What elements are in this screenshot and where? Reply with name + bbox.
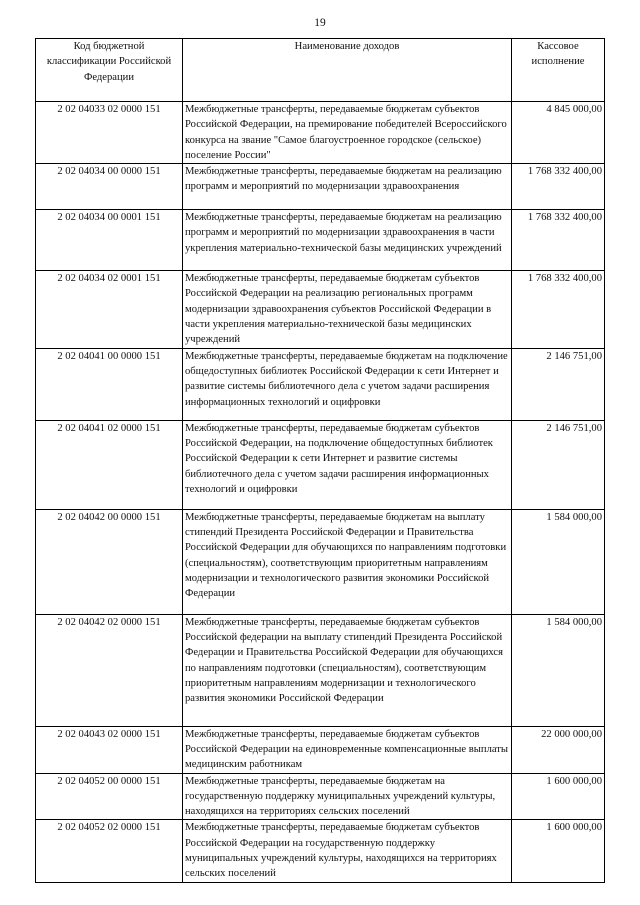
table-row [36,614,605,726]
cash-execution-amount: 1 584 000,00 [512,509,605,614]
budget-code: 2 02 04042 02 0000 151 [36,614,183,726]
table-row [36,509,605,614]
cash-execution-amount: 22 000 000,00 [512,726,605,773]
table-row [36,348,605,420]
revenue-table [35,38,605,883]
cash-execution-amount: 4 845 000,00 [512,102,605,164]
cash-execution-amount: 1 768 332 400,00 [512,271,605,348]
budget-code: 2 02 04041 00 0000 151 [36,348,183,420]
table-header-row [36,39,605,102]
revenue-name: Межбюджетные трансферты, передаваемые бюджетам субъектов Российской Федерации на единовременные компенсационные выплаты медицинским работникам [183,726,512,773]
budget-code: 2 02 04052 02 0000 151 [36,820,183,882]
revenue-name: Межбюджетные трансферты, передаваемые бюджетам на подключение общедоступных библиотек Российской Федерации к сети Интернет и развитие системы библиотечного дела с учетом задачи расширения информационных технологий и оцифровки [183,348,512,420]
cash-execution-amount: 2 146 751,00 [512,420,605,509]
budget-code: 2 02 04034 02 0001 151 [36,271,183,348]
budget-code: 2 02 04033 02 0000 151 [36,102,183,164]
table-row [36,271,605,348]
revenue-name: Межбюджетные трансферты, передаваемые бюджетам субъектов Российской Федерации на реализацию региональных программ модернизации здравоохранения субъектов Российской Федерации в части укрепления материально-технической базы медицинских учреждений [183,271,512,348]
budget-code: 2 02 04052 00 0000 151 [36,773,183,820]
revenue-name: Межбюджетные трансферты, передаваемые бюджетам на государственную поддержку муниципальных учреждений культуры, находящихся на территориях сельских поселений [183,773,512,820]
header-amount: Кассовое исполнение [512,39,605,102]
revenue-name: Межбюджетные трансферты, передаваемые бюджетам на реализацию программ и мероприятий по модернизации здравоохранения в части укрепления материально-технической базы медицинских учреждений [183,210,512,271]
cash-execution-amount: 1 584 000,00 [512,614,605,726]
budget-code: 2 02 04043 02 0000 151 [36,726,183,773]
budget-code: 2 02 04034 00 0000 151 [36,164,183,210]
table-row [36,210,605,271]
revenue-name: Межбюджетные трансферты, передаваемые бюджетам на реализацию программ и мероприятий по модернизации здравоохранения [183,164,512,210]
table-row [36,102,605,164]
cash-execution-amount: 1 600 000,00 [512,820,605,882]
revenue-name: Межбюджетные трансферты, передаваемые бюджетам на выплату стипендий Президента Российской Федерации и Правительства Российской Федерации для обучающихся по направлениям подготовки (специальностям), соответствующим приоритетным направлениям модернизации и технологического развития экономики Российской Федерации [183,509,512,614]
cash-execution-amount: 1 768 332 400,00 [512,164,605,210]
cash-execution-amount: 1 768 332 400,00 [512,210,605,271]
header-name: Наименование доходов [183,39,512,102]
budget-code: 2 02 04042 00 0000 151 [36,509,183,614]
revenue-name: Межбюджетные трансферты, передаваемые бюджетам субъектов Российской федерации на выплату стипендий Президента Российской Федерации и Правительства Российской Федерации для обучающихся по направлениям подготовки (специальностям), соответствующим приоритетным направлениям модернизации и технологического развития экономики Российской Федерации [183,614,512,726]
budget-code: 2 02 04034 00 0001 151 [36,210,183,271]
table-row [36,726,605,773]
cash-execution-amount: 1 600 000,00 [512,773,605,820]
table-row [36,820,605,882]
table-row [36,420,605,509]
table-row [36,164,605,210]
table-row [36,773,605,820]
revenue-name: Межбюджетные трансферты, передаваемые бюджетам субъектов Российской Федерации на государственную поддержку муниципальных учреждений культуры, находящихся на территориях сельских поселений [183,820,512,882]
revenue-name: Межбюджетные трансферты, передаваемые бюджетам субъектов Российской Федерации, на премирование победителей Всероссийского конкурса на звание "Самое благоустроенное городское (сельское) поселение России" [183,102,512,164]
cash-execution-amount: 2 146 751,00 [512,348,605,420]
budget-code: 2 02 04041 02 0000 151 [36,420,183,509]
revenue-name: Межбюджетные трансферты, передаваемые бюджетам субъектов Российской Федерации, на подключение общедоступных библиотек Российской Федерации к сети Интернет и развитие системы библиотечного дела с учетом задачи расширения информационных технологий и оцифровки [183,420,512,509]
page-number: 19 [314,17,326,29]
header-code: Код бюджетной классификации Российской Федерации [36,39,183,102]
